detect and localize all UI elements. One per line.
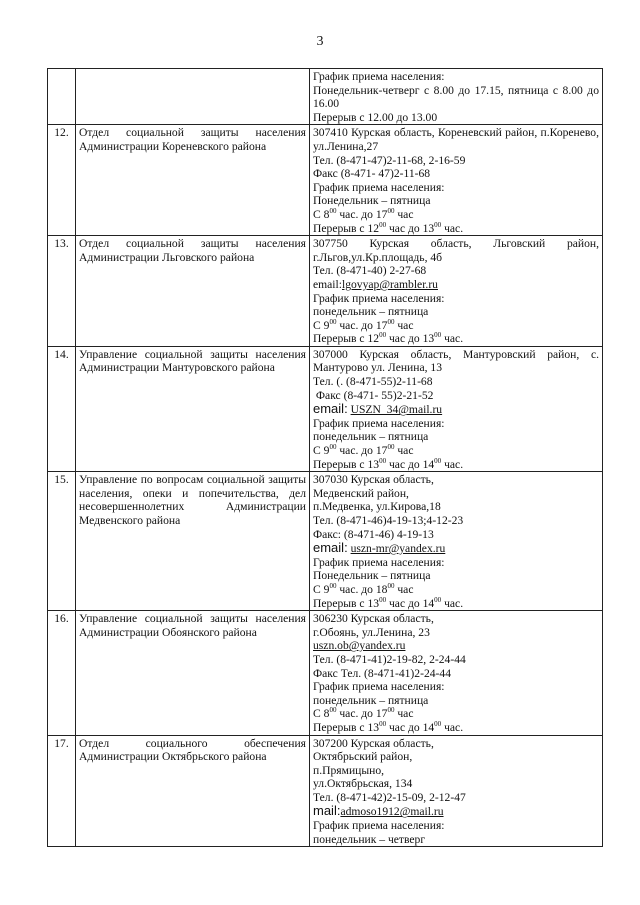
schedule-days: понедельник – пятница [313,430,429,444]
contact-info [310,611,603,735]
schedule-hours: С $9^{00}$ час. до $17^{00}$ час [313,444,414,458]
row-number: 15. [48,472,76,611]
schedule-title: График приема населения: [313,819,445,833]
row-number: 13. [48,236,76,347]
schedule-break: Перерыв с 12.00 до 13.00 [313,110,438,124]
email-link[interactable]: USZN_34@mail.ru [350,403,443,417]
schedule-break: Перерыв с $13^{00}$ час до $14^{00}$ час. [313,720,464,734]
email-link[interactable]: uszn-mr@yandex.ru [350,542,446,556]
schedule-break: Перерыв с $13^{00}$ час до $14^{00}$ час. [313,457,464,471]
schedule-days: Понедельник – пятница [313,569,431,583]
address: ул.Октябрьская, 134 [313,777,413,791]
email-line [313,804,599,819]
email-link[interactable]: lgovyap@rambler.ru [341,277,438,291]
schedule-days: понедельник – пятница [313,693,429,707]
phone: Тел. (8-471-41)2-19-82, 2-24-44 [313,652,466,666]
schedule-hours: С $8^{00}$ час. до $17^{00}$ час [313,707,414,721]
address: 307000 Курская область, Мантуровский район, с. Мантурово ул. Ленина, 13 [313,347,599,375]
schedule-title: График приема населения: [313,680,445,694]
page-number: 3 [316,34,324,49]
schedule-title: График приема населения: [313,416,445,430]
phone: Тел. (8-471-40) 2-27-68 [313,264,427,278]
row-number: 14. [48,346,76,471]
table-row [48,611,603,735]
contact-info [310,69,603,125]
schedule-days: понедельник – четверг [313,832,426,846]
organization-name: Отдел социальной защиты населения Администрации Кореневского района [76,125,310,236]
email-label: mail: [313,804,341,819]
organization-name: Отдел социального обеспечения Администрации Октябрьского района [76,735,310,847]
table-row [48,735,603,847]
table-row [48,125,603,236]
schedule-days: понедельник – пятница [313,305,429,319]
organization-name: Управление социальной защиты населения Администрации Мантуровского района [76,346,310,471]
schedule-title: График приема населения: [313,291,445,305]
schedule-days: Понедельник – пятница [313,194,431,208]
address: п.Медвенка, ул.Кирова,18 [313,500,441,514]
email-label: email: [313,277,342,291]
organization-name: Управление по вопросам социальной защиты населения, опеки и попечительства, дел несовершеннолетних Администрации Медвенского района [76,472,310,611]
table-row [48,472,603,611]
address: п.Прямицыно, [313,763,385,777]
fax: Факс Тел. (8-471-41)2-24-44 [313,666,451,680]
contacts-table [47,68,603,847]
contact-info [310,735,603,847]
phone: Тел. (8-471-42)2-15-09, 2-12-47 [313,790,466,804]
contact-info [310,125,603,236]
row-number: 16. [48,611,76,735]
schedule-hours: С $8^{00}$ час. до $17^{00}$ час [313,207,414,221]
table-row [48,69,603,125]
address: 306230 Курская область, [313,612,434,626]
address: Октябрьский район, [313,750,413,764]
schedule-hours: Понедельник-четверг с 8.00 до 17.15, пятница с 8.00 до 16.00 [313,83,599,111]
contact-info [310,346,603,471]
phone: Тел. (8-471-47)2-11-68, 2-16-59 [313,153,466,167]
address: 307750 Курская область, Льговский район, г.Льгов,ул.Кр.площадь, 4б [313,237,599,264]
email-label: email: [313,541,348,556]
schedule-hours: С $9^{00}$ час. до $18^{00}$ час [313,582,414,596]
email-link[interactable]: uszn.ob@yandex.ru [313,639,406,653]
schedule-title: График приема населения: [313,180,445,194]
schedule-title: График приема населения: [313,70,445,83]
schedule-break: Перерыв с $12^{00}$ час до $13^{00}$ час. [313,221,464,235]
email-label: email: [313,402,348,417]
schedule-break: Перерыв с $12^{00}$ час до $13^{00}$ час. [313,332,464,346]
phone: Тел. (8-471-46)4-19-13;4-12-23 [313,514,464,527]
email-line [313,541,599,556]
table-row [48,346,603,471]
address: 307410 Курская область, Кореневский район, п.Коренево, ул.Ленина,27 [313,126,599,153]
row-number [48,69,76,125]
address: 307200 Курская область, [313,736,434,750]
address: г.Обоянь, ул.Ленина, 23 [313,625,430,639]
email-line [313,402,599,417]
fax: Факс: (8-471-46) 4-19-13 [313,527,434,541]
address: Медвенский район, [313,486,409,500]
address: 307030 Курская область, [313,473,434,487]
organization-name: Отдел социальной защиты населения Администрации Льговского района [76,236,310,347]
phone: Тел. (. (8-471-55)2-11-68 [313,375,433,389]
schedule-break: Перерыв с $13^{00}$ час до $14^{00}$ час. [313,596,464,610]
row-number: 12. [48,125,76,236]
email-line [313,639,599,653]
table-row [48,236,603,347]
organization-name [76,69,310,125]
email-line [313,278,599,292]
schedule-hours: С $9^{00}$ час. до $17^{00}$ час [313,318,414,332]
contact-info [310,472,603,611]
organization-name: Управление социальной защиты населения Администрации Обоянского района [76,611,310,735]
fax: Факс (8-471- 47)2-11-68 [313,167,431,181]
schedule-title: График приема населения: [313,555,445,569]
fax: Факс (8-471- 55)2-21-52 [313,388,434,402]
row-number: 17. [48,735,76,847]
email-link[interactable]: admoso1912@mail.ru [340,805,444,819]
contact-info [310,236,603,347]
